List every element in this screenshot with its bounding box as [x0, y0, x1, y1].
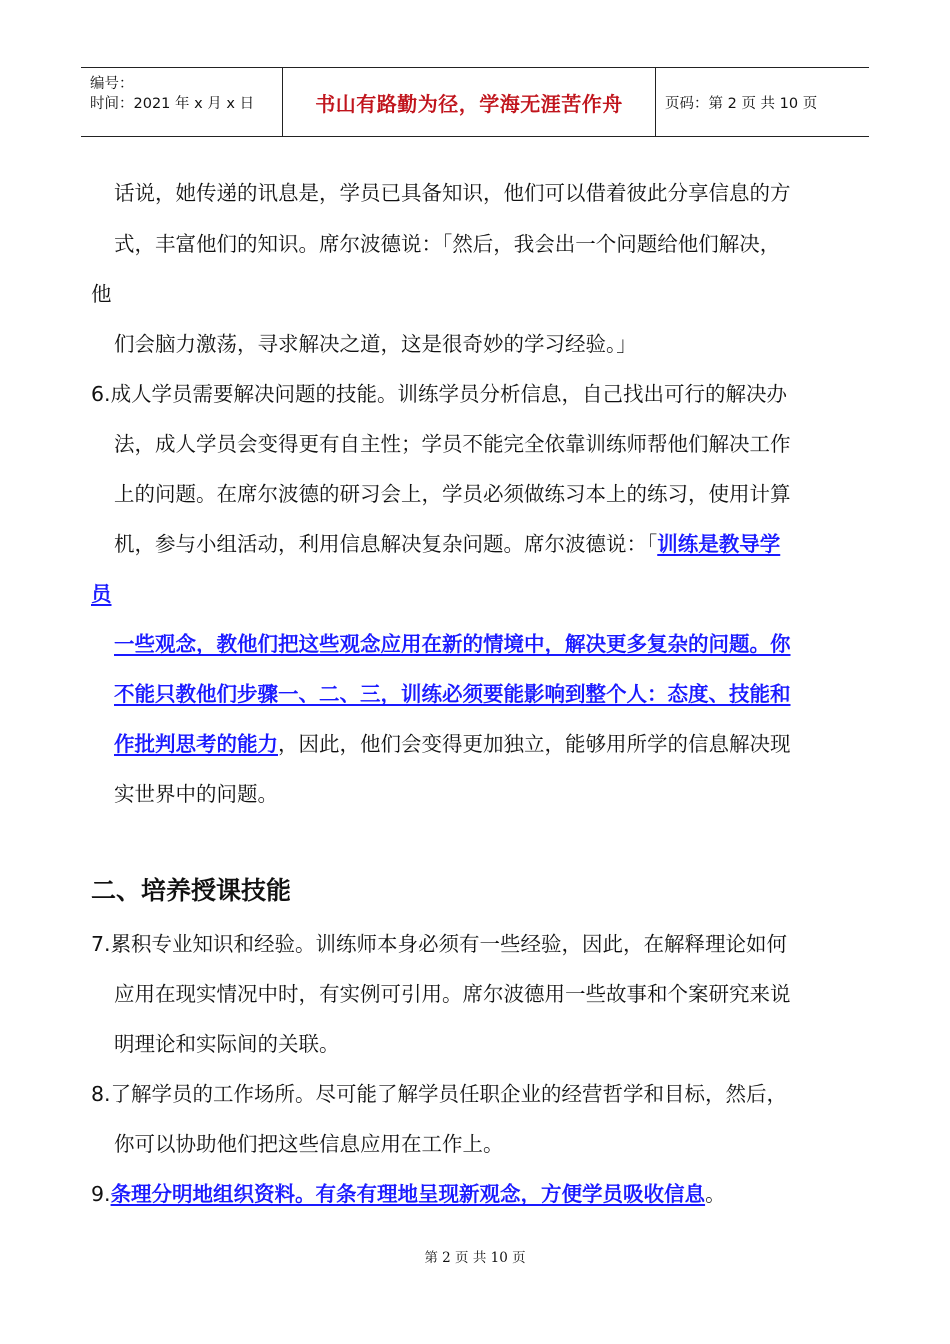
list-number: 6. [91, 382, 111, 406]
body-line: 上的问题。在席尔波德的研习会上，学员必须做练习本上的练习，使用计算 [114, 482, 791, 506]
list-item-7 [91, 931, 787, 957]
section-heading: 二、培养授课技能 [91, 876, 292, 905]
body-line [114, 631, 791, 657]
body-text: 了解学员的工作场所。尽可能了解学员任职企业的经营哲学和目标，然后， [110, 1082, 788, 1106]
highlighted-link[interactable]: 员 [91, 582, 112, 606]
body-text: 。 [705, 1182, 726, 1206]
body-line: 式，丰富他们的知识。席尔波德说：「然后，我会出一个问题给他们解决， [114, 232, 781, 256]
page-header [81, 67, 869, 137]
highlighted-link[interactable]: 条理分明地组织资料。有条有理地呈现新观念，方便学员吸收信息 [110, 1182, 706, 1206]
list-number: 7. [91, 932, 111, 956]
serial-label: 编号： [90, 76, 134, 92]
body-line: 应用在现实情况中时，有实例可引用。席尔波德用一些故事和个案研究来说 [114, 982, 791, 1006]
body-line [91, 581, 112, 607]
body-line: 们会脑力激荡，寻求解决之道，这是很奇妙的学习经验。」 [114, 332, 637, 356]
body-line [114, 531, 780, 557]
body-line: 你可以协助他们把这些信息应用在工作上。 [114, 1132, 504, 1156]
list-item-9 [91, 1181, 726, 1207]
highlighted-link[interactable]: 一些观念，教他们把这些观念应用在新的情境中，解决更多复杂的问题。你 [114, 632, 791, 656]
body-text: 机，参与小组活动，利用信息解决复杂问题。席尔波德说：「 [114, 532, 658, 556]
header-page-cell [656, 68, 869, 136]
header-page-info: 页码：第 2 页 共 10 页 [665, 95, 818, 112]
header-meta-cell [81, 68, 283, 136]
list-item-8 [91, 1081, 787, 1107]
body-text: 成人学员需要解决问题的技能。训练学员分析信息，自己找出可行的解决办 [110, 382, 788, 406]
body-line: 话说，她传递的讯息是，学员已具备知识，他们可以借着彼此分享信息的方 [114, 181, 791, 205]
body-text: 累积专业知识和经验。训练师本身必须有一些经验，因此，在解释理论如何 [110, 932, 788, 956]
body-line: 实世界中的问题。 [114, 782, 278, 806]
list-item-6 [91, 381, 787, 407]
highlighted-link[interactable]: 作批判思考的能力 [114, 732, 278, 756]
highlighted-link[interactable]: 不能只教他们步骤一、二、三，训练必须要能影响到整个人：态度、技能和 [114, 682, 791, 706]
body-line: 他 [91, 282, 112, 306]
body-line: 法，成人学员会变得更有自主性；学员不能完全依靠训练师帮他们解决工作 [114, 432, 791, 456]
date-label: 时间：2021 年 x 月 x 日 [90, 96, 255, 112]
body-line: 明理论和实际间的关联。 [114, 1032, 340, 1056]
highlighted-link[interactable]: 训练是教导学 [657, 532, 781, 556]
list-number: 9. [91, 1182, 111, 1206]
header-motto-cell [283, 68, 656, 136]
body-text: ，因此，他们会变得更加独立，能够用所学的信息解决现 [278, 732, 791, 756]
page-footer: 第 2 页 共 10 页 [424, 1250, 526, 1266]
body-line [114, 731, 791, 757]
body-line [114, 681, 791, 707]
header-motto: 书山有路勤为径，学海无涯苦作舟 [315, 91, 623, 116]
list-number: 8. [91, 1082, 111, 1106]
